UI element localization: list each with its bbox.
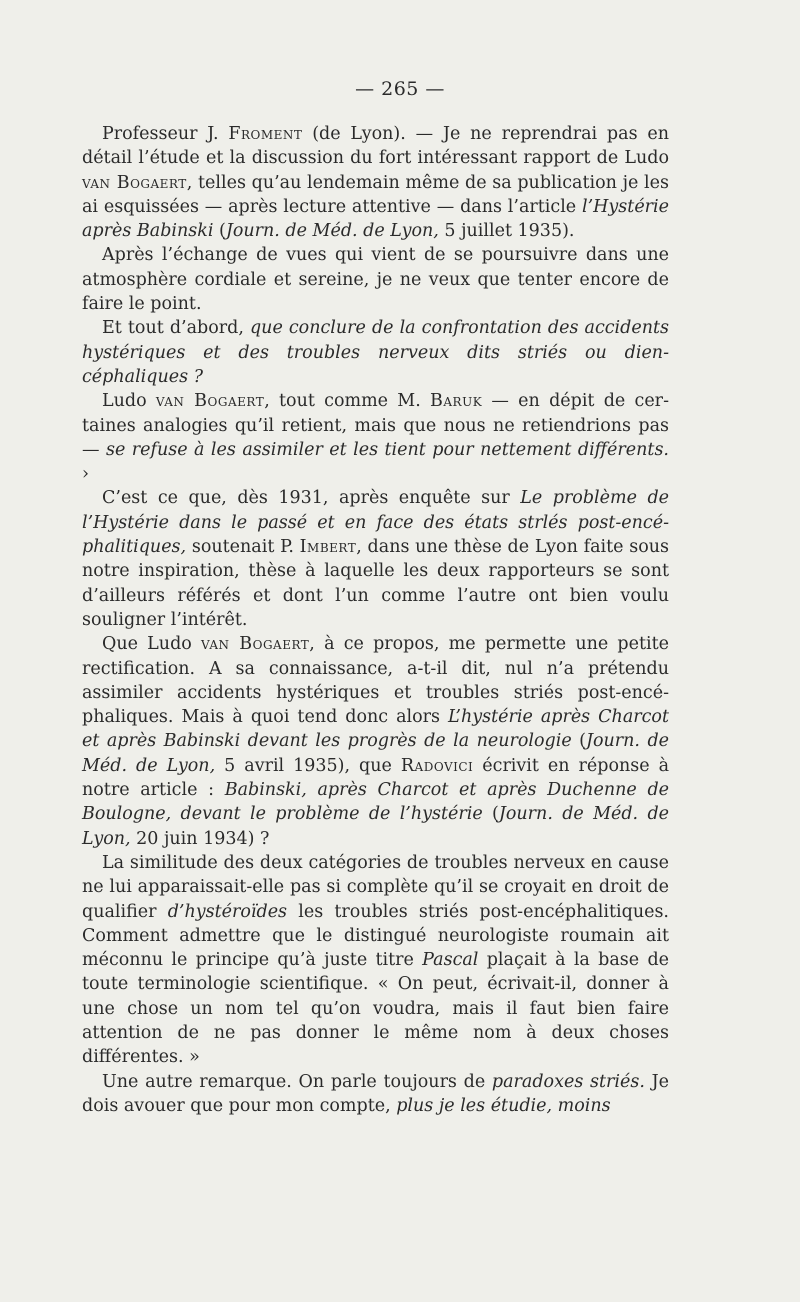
text-run: Que Ludo xyxy=(102,634,202,655)
italic-run: Journ. de Méd. de Lyon, xyxy=(82,804,669,849)
italic-run: Pascal xyxy=(422,950,479,971)
italic-run: Babinski, après Charcot et après Duchenne de Boulogne, devant le problème de l’hystérie xyxy=(82,780,669,825)
text-run: — en dépit de certaines analogies qu’il retient, mais que nous ne retiendrions pas — xyxy=(82,391,669,460)
text-run: Et tout d’abord, xyxy=(102,318,250,339)
text-run: Après l’échange de vues qui vient de se poursuivre dans une atmosphère cordiale et sereine, je ne veux que tenter encore de faire le point. xyxy=(82,245,669,315)
text-run: , à ce propos, me permette une petite rectification. A sa connaissance, a-t-il dit, nul n’a prétendu assimiler accidents hystériques et troubles striés post-encéphaliques. Mais à quoi tend donc alors xyxy=(82,634,670,728)
paragraph xyxy=(82,1070,669,1119)
text-run: , telles qu’au lendemain même de sa publication je les ai esquissées — après lecture attentive — dans l’article xyxy=(82,172,669,217)
text-run: 5 avril 1935), que xyxy=(215,755,401,776)
italic-run: plus je les étudie, moins xyxy=(396,1095,611,1116)
italic-run: se refuse à les assimiler et les tient pour nettement différents. xyxy=(105,439,669,460)
text-run: Une autre remarque. On parle toujours de xyxy=(102,1071,492,1092)
author-name: van Bogaert xyxy=(82,172,187,193)
paragraph xyxy=(82,316,669,389)
author-name: Imbert xyxy=(299,537,357,558)
italic-run: d’hystéroïdes xyxy=(167,901,288,922)
text-run: , tout comme M. xyxy=(264,391,431,412)
text-run: , dans une thèse de Lyon faite sous notre inspiration, thèse à laquelle les deux rapporteurs se sont d’ailleurs référés et dont l’un comme l’autre ont bien voulu souligner l’intérêt. xyxy=(82,537,669,630)
text-run: (de Lyon). — Je ne reprendrai pas en détail l’étude et la discussion du fort intéressant rapport de Ludo xyxy=(82,124,669,169)
body-text xyxy=(82,122,669,1118)
text-run: Ludo xyxy=(102,391,156,412)
page-number: — 265 — xyxy=(355,78,445,100)
italic-run: Journ. de Méd. de Lyon, xyxy=(225,221,439,242)
text-run: Professeur J. xyxy=(102,124,229,144)
paragraph xyxy=(82,486,669,632)
italic-run: l’Hystérie après Babinski xyxy=(82,196,669,242)
italic-run: paradoxes striés. xyxy=(491,1071,645,1092)
paragraph xyxy=(82,122,669,243)
text-run: La similitude des deux catégories de troubles nerveux en cause ne lui apparaissait-elle pas si complète qu’il se croyait en droit de qualifier xyxy=(82,852,669,922)
text-run: › xyxy=(82,464,89,485)
text-run: plaçait à la base de toute terminologie scientifique. « On peut, écrivait-il, donner à une chose un nom tel qu’on voudra, mais il faut bien faire attention de ne pas donner le même nom à deux choses différentes. » xyxy=(82,950,669,1068)
text-run: C’est ce que, dès 1931, après enquête sur xyxy=(102,488,521,509)
text-run: écrivit en réponse à notre article : xyxy=(82,755,670,801)
text-run: les troubles striés post-encéphalitiques. Comment admettre que le distingué neurologiste roumain ait méconnu le principe qu’à juste titre xyxy=(82,901,669,971)
italic-run: Le problème de l’Hystérie dans le passé et en face des états strlés post-encéphalitiques, xyxy=(82,488,669,558)
text-run: 5 juillet 1935). xyxy=(438,221,575,242)
author-name: Baruk xyxy=(430,391,483,412)
text-run: 20 juin 1934) ? xyxy=(130,828,270,849)
author-name: van Bogaert xyxy=(155,391,265,412)
text-run: ( xyxy=(571,731,586,752)
text-run: ( xyxy=(213,221,226,242)
text-run: Je dois avouer que pour mon compte, xyxy=(82,1071,669,1116)
author-name: Radovici xyxy=(400,755,474,776)
paragraph xyxy=(82,389,669,486)
paragraph xyxy=(82,243,669,316)
author-name: van Bogaert xyxy=(201,634,310,655)
text-run: ( xyxy=(482,804,499,825)
italic-run: L’hystérie après Charcot et après Babinski devant les progrès de la neurologie xyxy=(82,707,669,752)
author-name: Froment xyxy=(228,124,303,144)
paragraph xyxy=(82,632,669,851)
text-run: soutenait P. xyxy=(186,537,300,558)
paragraph xyxy=(82,851,669,1070)
italic-run: Journ. de Méd. de Lyon, xyxy=(82,731,669,776)
italic-run: que conclure de la confrontation des accidents hystériques et des troubles nerveux dits striés ou diencéphaliques ? xyxy=(82,318,669,387)
